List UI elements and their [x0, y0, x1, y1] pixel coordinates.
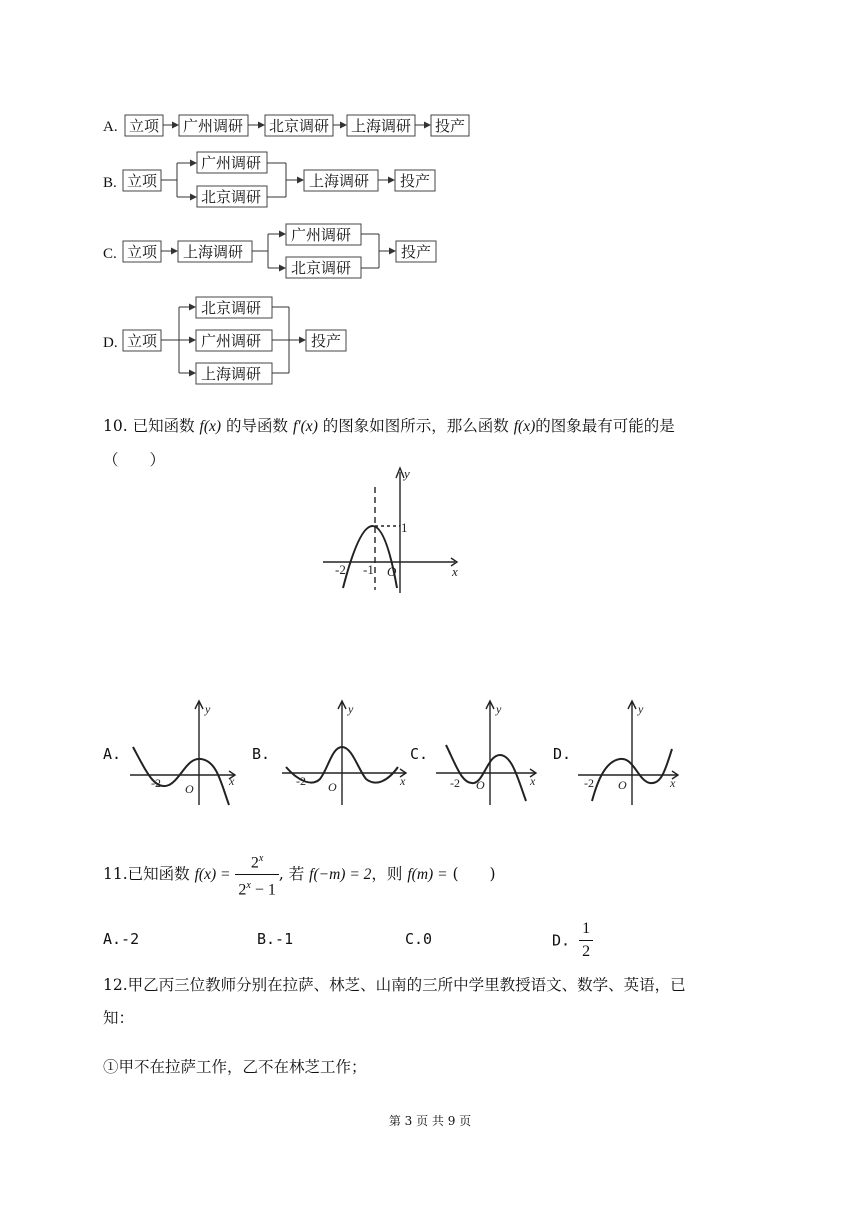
- q10-text-1: 已知函数: [132, 417, 195, 435]
- flow-d-start: 立项: [127, 334, 158, 350]
- flowcharts: [0, 100, 860, 390]
- opt-b-x: x: [400, 774, 406, 788]
- opt-c-x: x: [530, 774, 536, 788]
- q11-option-c[interactable]: C.0: [405, 930, 433, 948]
- flow-c-guangzhou: 广州调研: [291, 228, 352, 244]
- opt-d-o: O: [618, 778, 627, 792]
- derivative-graph: [315, 460, 465, 600]
- q11-option-d[interactable]: [552, 918, 593, 963]
- q10-option-c-graph[interactable]: [432, 695, 542, 810]
- q11-fraction: [235, 848, 278, 902]
- opt-a-x: x: [229, 774, 235, 788]
- q10-text-4: 的图象最有可能的是: [535, 417, 675, 435]
- dgraph-y-label: y: [404, 466, 410, 481]
- flow-b-shanghai: 上海调研: [309, 174, 370, 190]
- flow-b-beijing: 北京调研: [201, 190, 262, 206]
- q12-line-1: 12.甲乙丙三位教师分别在拉萨、林芝、山南的三所中学里教授语文、数学、英语，已: [103, 976, 686, 994]
- flow-a-guangzhou: 广州调研: [183, 119, 244, 135]
- opt-b-m2: -2: [296, 774, 306, 788]
- flow-d-label: D.: [103, 335, 118, 351]
- flow-a-beijing: 北京调研: [269, 119, 330, 135]
- q10-text-2: 的导函数: [226, 417, 289, 435]
- opt-c-m2: -2: [450, 776, 460, 790]
- q10-fx-2: f(x): [513, 418, 536, 435]
- opt-b-y: y: [348, 702, 354, 716]
- q11-ask: f(m) =: [407, 865, 448, 883]
- page-footer: 第 3 页 共 9 页: [388, 1114, 472, 1128]
- q11-stem: [103, 848, 496, 902]
- flow-d-end: 投产: [311, 334, 342, 350]
- q11-option-d-den: 2: [582, 943, 591, 960]
- q10-option-a-label[interactable]: A.: [103, 745, 122, 763]
- q12-condition-1: ①甲不在拉萨工作，乙不在林芝工作；: [103, 1058, 367, 1076]
- flow-c-start: 立项: [127, 245, 158, 261]
- q11-option-d-num: 1: [579, 918, 593, 941]
- q11-text-3: ，则: [371, 864, 403, 883]
- dgraph-m2-label: -2: [335, 562, 346, 577]
- q10-option-c-label[interactable]: C.: [410, 745, 429, 763]
- q11-text-2: , 若: [278, 864, 305, 883]
- q11-numerator: 2$^x$: [235, 848, 278, 875]
- flow-option-b: [103, 152, 435, 207]
- flow-a-start: 立项: [129, 119, 160, 135]
- q10-option-a-graph[interactable]: [125, 695, 240, 810]
- q11-paren: ( ): [452, 864, 496, 883]
- q11-number: 11.: [103, 864, 128, 883]
- flow-b-end: 投产: [400, 174, 431, 190]
- flow-option-a: [103, 115, 469, 136]
- q10-option-d-label[interactable]: D.: [553, 745, 572, 763]
- flow-a-label: A.: [103, 119, 118, 135]
- q11-text-1: 已知函数: [127, 864, 190, 883]
- opt-c-o: O: [476, 778, 485, 792]
- q11-option-a[interactable]: A.-2: [103, 930, 140, 948]
- q11-lhs: f(x) =: [194, 865, 231, 883]
- flow-a-end: 投产: [435, 119, 466, 135]
- q12-line-2: 知：: [103, 1009, 135, 1027]
- flow-c-label: C.: [103, 246, 117, 262]
- opt-b-o: O: [328, 780, 337, 794]
- q10-number: 10.: [103, 417, 128, 435]
- dgraph-origin-label: O: [387, 564, 397, 579]
- q10-option-b-label[interactable]: B.: [252, 745, 271, 763]
- q10-option-d-graph[interactable]: [574, 695, 684, 810]
- flow-option-d: [103, 297, 346, 384]
- opt-d-y: y: [638, 702, 644, 716]
- flow-b-guangzhou: 广州调研: [201, 156, 262, 172]
- flow-b-start: 立项: [127, 174, 158, 190]
- flow-c-shanghai: 上海调研: [183, 245, 244, 261]
- q11-option-d-label: D.: [552, 931, 571, 950]
- q10-stem: [103, 417, 675, 437]
- opt-d-m2: -2: [584, 776, 594, 790]
- q11-option-d-fraction: [579, 918, 593, 963]
- flow-d-guangzhou: 广州调研: [201, 334, 262, 350]
- dgraph-one-label: 1: [401, 520, 408, 535]
- q10-text-3: 的图象如图所示，那么函数: [322, 417, 509, 435]
- opt-a-o: O: [185, 782, 194, 796]
- q11-option-b[interactable]: B.-1: [257, 930, 294, 948]
- flow-b-label: B.: [103, 175, 117, 191]
- dgraph-x-label: x: [452, 564, 458, 579]
- q10-option-b-graph[interactable]: [272, 695, 412, 810]
- opt-d-x: x: [670, 776, 676, 790]
- q10-fpx: f′(x): [292, 418, 318, 435]
- flow-c-beijing: 北京调研: [291, 261, 352, 277]
- dgraph-m1-label: -1: [363, 562, 374, 577]
- q11-denominator: $2^x - 1$: [238, 880, 276, 899]
- q10-fx: f(x): [199, 418, 222, 435]
- q11-cond: f(−m) = 2: [309, 865, 372, 883]
- flow-option-c: [103, 224, 436, 278]
- flow-a-shanghai: 上海调研: [351, 119, 412, 135]
- flow-d-beijing: 北京调研: [201, 301, 262, 317]
- q10-paren: （ ）: [103, 451, 166, 469]
- opt-a-m2: -2: [151, 776, 161, 790]
- opt-c-y: y: [496, 702, 502, 716]
- flow-d-shanghai: 上海调研: [201, 367, 262, 383]
- opt-a-y: y: [205, 702, 211, 716]
- flow-c-end: 投产: [401, 245, 432, 261]
